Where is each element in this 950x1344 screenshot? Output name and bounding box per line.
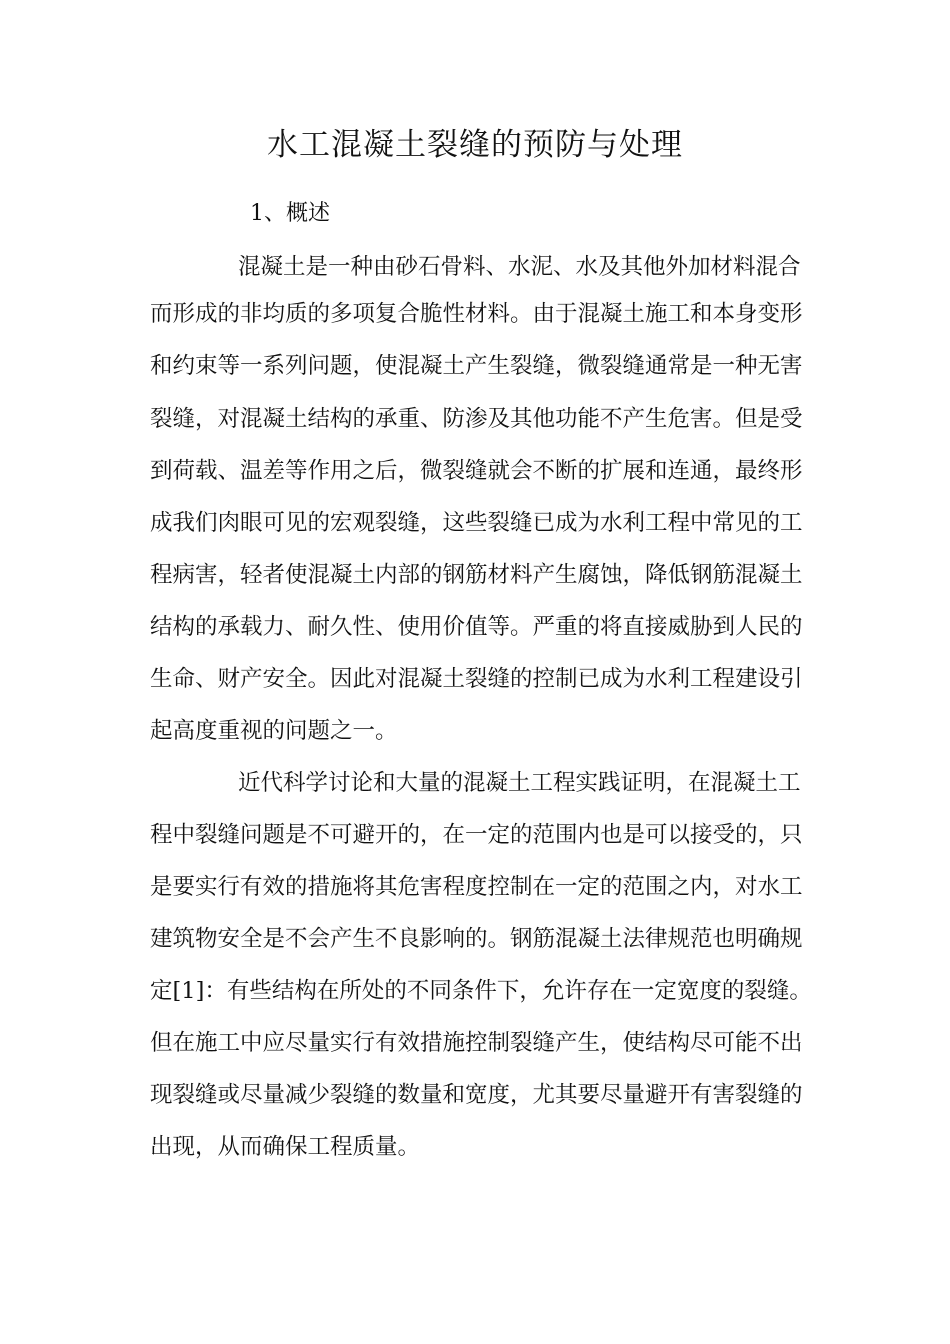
paragraph-line: 到荷载、温差等作用之后，微裂缝就会不断的扩展和连通，最终形 xyxy=(150,458,803,484)
paragraph-line: 定[1]：有些结构在所处的不同条件下，允许存在一定宽度的裂缝。 xyxy=(150,978,812,1004)
paragraph-line: 但在施工中应尽量实行有效措施控制裂缝产生，使结构尽可能不出 xyxy=(150,1030,803,1056)
paragraph-line: 和约束等一系列问题，使混凝土产生裂缝，微裂缝通常是一种无害 xyxy=(150,353,803,379)
document-title: 水工混凝土裂缝的预防与处理 xyxy=(267,127,683,163)
section-heading: 1、概述 xyxy=(250,201,330,226)
paragraph-line: 是要实行有效的措施将其危害程度控制在一定的范围之内，对水工 xyxy=(150,874,803,900)
paragraph-line: 而形成的非均质的多项复合脆性材料。由于混凝土施工和本身变形 xyxy=(150,301,803,327)
paragraph-line: 裂缝，对混凝土结构的承重、防渗及其他功能不产生危害。但是受 xyxy=(150,406,803,432)
paragraph-line: 建筑物安全是不会产生不良影响的。钢筋混凝土法律规范也明确规 xyxy=(150,926,803,952)
paragraph-line: 结构的承载力、耐久性、使用价值等。严重的将直接威胁到人民的 xyxy=(150,614,803,640)
paragraph-line: 起高度重视的问题之一。 xyxy=(150,718,398,744)
paragraph-line: 出现，从而确保工程质量。 xyxy=(150,1134,421,1160)
paragraph-line: 混凝土是一种由砂石骨料、水泥、水及其他外加材料混合 xyxy=(238,254,801,280)
paragraph-line: 近代科学讨论和大量的混凝土工程实践证明，在混凝土工 xyxy=(238,770,801,796)
paragraph-line: 成我们肉眼可见的宏观裂缝，这些裂缝已成为水利工程中常见的工 xyxy=(150,510,803,536)
paragraph-line: 生命、财产安全。因此对混凝土裂缝的控制已成为水利工程建设引 xyxy=(150,666,803,692)
paragraph-line: 现裂缝或尽量减少裂缝的数量和宽度，尤其要尽量避开有害裂缝的 xyxy=(150,1082,803,1108)
paragraph-line: 程病害，轻者使混凝土内部的钢筋材料产生腐蚀，降低钢筋混凝土 xyxy=(150,562,803,588)
paragraph-line: 程中裂缝问题是不可避开的，在一定的范围内也是可以接受的，只 xyxy=(150,822,803,848)
